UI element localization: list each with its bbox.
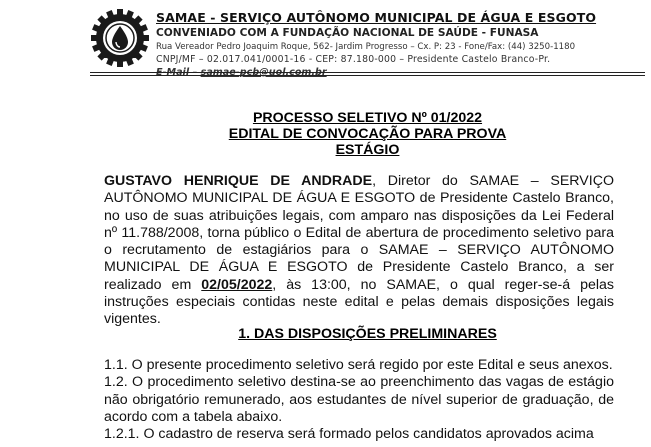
samae-gear-emblem-icon	[90, 8, 150, 68]
item-1-2: 1.2. O procedimento seletivo destina-se ao preenchimento das vagas de estágio não obrigatório remunerado, aos estudantes de nível superior de graduação, de acordo com a tabela abaixo.	[104, 374, 614, 425]
document-title	[90, 110, 645, 158]
title-line-3: ESTÁGIO	[335, 142, 400, 158]
title-line-1: PROCESSO SELETIVO Nº 01/2022	[252, 110, 483, 126]
intro-paragraph	[104, 173, 614, 329]
item-1-1: 1.1. O presente procedimento seletivo será regido por este Edital e seus anexos.	[104, 357, 613, 373]
title-line-2: EDITAL DE CONVOCAÇÃO PARA PROVA	[228, 126, 507, 142]
org-name: SAMAE - SERVIÇO AUTÔNOMO MUNICIPAL DE ÁGUA E ESGOTO	[156, 10, 597, 25]
header-divider	[90, 72, 645, 73]
email-label: E-Mail –	[156, 67, 201, 78]
exam-date: 02/05/2022	[201, 276, 273, 293]
funasa-agreement-line: CONVENIADO COM A FUNDAÇÃO NACIONAL DE SAÚDE - FUNASA	[156, 27, 539, 39]
cnpj-line: CNPJ/MF – 02.017.041/0001-16 - CEP: 87.180-000 – Presidente Castelo Branco-Pr.	[156, 54, 551, 65]
intro-text-b: , às 13:00, no SAMAE, o qual reger-se-á pelas instruções especiais contidas neste edital e pelas demais disposições legais vigentes.	[104, 276, 615, 328]
section-items	[104, 357, 614, 443]
director-name: GUSTAVO HENRIQUE DE ANDRADE	[104, 173, 373, 189]
address-line: Rua Vereador Pedro Joaquim Roque, 562- Jardim Progresso – Cx. P: 23 - Fone/Fax: (44) 3250-1180	[156, 42, 576, 52]
section-heading: 1. DAS DISPOSIÇÕES PRELIMINARES	[238, 326, 497, 342]
header-divider-thin	[90, 75, 645, 76]
item-1-2-1: 1.2.1. O cadastro de reserva será formado pelos candidatos aprovados acima	[104, 426, 594, 443]
email-link[interactable]: samae-pcb@uol.com.br	[200, 67, 327, 78]
intro-text-a: , Diretor do SAMAE – SERVIÇO AUTÔNOMO MUNICIPAL DE ÁGUA E ESGOTO de Presidente Castelo Branco, no uso de suas atribuições legais, com amparo nas disposições da Lei Federal nº 11.788/2008, torna público o Edital de abertura de procedimento seletivo para o recrutamento de estagiários para o SAMAE – SERVIÇO AUTÔNOMO MUNICIPAL DE ÁGUA E ESGOTO de Presidente Castelo Branco, a ser realizado em	[104, 173, 614, 293]
letterhead	[156, 10, 644, 78]
